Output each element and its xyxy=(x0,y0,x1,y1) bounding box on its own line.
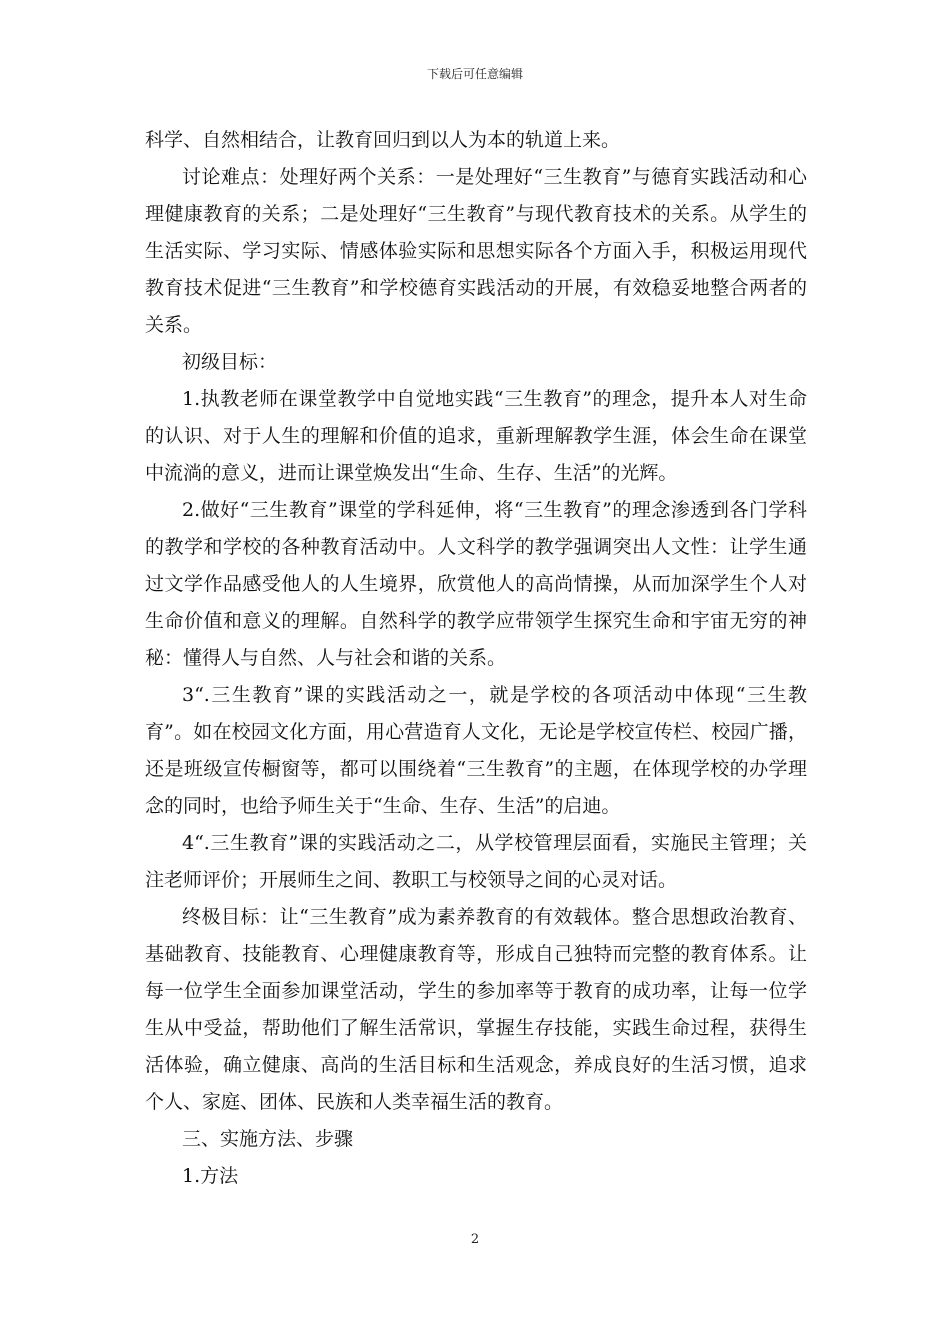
paragraph-goal-2: 2.做好“三生教育”课堂的学科延伸，将“三生教育”的理念渗透到各门学科的教学和学校的各种教育活动中。人文科学的教学强调突出人文性：让学生通过文学作品感受他人的人生境界，欣赏他人的高尚情操，从而加深学生个人对生命价值和意义的理解。自然科学的教学应带领学生探究生命和宇宙无穷的神秘：懂得人与自然、人与社会和谐的关系。 xyxy=(145,499,807,669)
paragraph-continuation: 科学、自然相结合，让教育回归到以人为本的轨道上来。 xyxy=(145,129,621,151)
paragraph-goal-1: 1.执教老师在课堂教学中自觉地实践“三生教育”的理念，提升本人对生命的认识、对于人生的理解和价值的追求，重新理解教学生涯，体会生命在课堂中流淌的意义，进而让课堂焕发出“生命、生存、生活”的光辉。 xyxy=(145,388,807,484)
page-number: 2 xyxy=(470,1232,480,1247)
page-header: 下载后可任意编辑 xyxy=(426,67,523,81)
document-body xyxy=(145,122,807,1195)
heading-method: 1.方法 xyxy=(182,1165,239,1187)
heading-initial-goals: 初级目标： xyxy=(182,351,278,373)
paragraph-discussion-difficulty: 讨论难点：处理好两个关系：一是处理好“三生教育”与德育实践活动和心理健康教育的关系；二是处理好“三生教育”与现代教育技术的关系。从学生的生活实际、学习实际、情感体验实际和思想实际各个方面入手，积极运用现代教育技术促进“三生教育”和学校德育实践活动的开展，有效稳妥地整合两者的关系。 xyxy=(145,166,807,336)
paragraph-goal-3: 3“.三生教育”课的实践活动之一，就是学校的各项活动中体现“三生教育”。如在校园文化方面，用心营造育人文化，无论是学校宣传栏、校园广播，还是班级宣传橱窗等，都可以围绕着“三生教育”的主题，在体现学校的办学理念的同时，也给予师生关于“生命、生存、生活”的启迪。 xyxy=(145,684,807,817)
paragraph-ultimate-goal: 终极目标：让“三生教育”成为素养教育的有效载体。整合思想政治教育、基础教育、技能教育、心理健康教育等，形成自己独特而完整的教育体系。让每一位学生全面参加课堂活动，学生的参加率等于教育的成功率，让每一位学生从中受益，帮助他们了解生活常识，掌握生存技能，实践生命过程，获得生活体验，确立健康、高尚的生活目标和生活观念，养成良好的生活习惯，追求个人、家庭、团体、民族和人类幸福生活的教育。 xyxy=(145,906,807,1113)
paragraph-goal-4: 4“.三生教育”课的实践活动之二，从学校管理层面看，实施民主管理；关注老师评价；开展师生之间、教职工与校领导之间的心灵对话。 xyxy=(145,832,807,891)
heading-section-three: 三、实施方法、步骤 xyxy=(182,1128,354,1150)
